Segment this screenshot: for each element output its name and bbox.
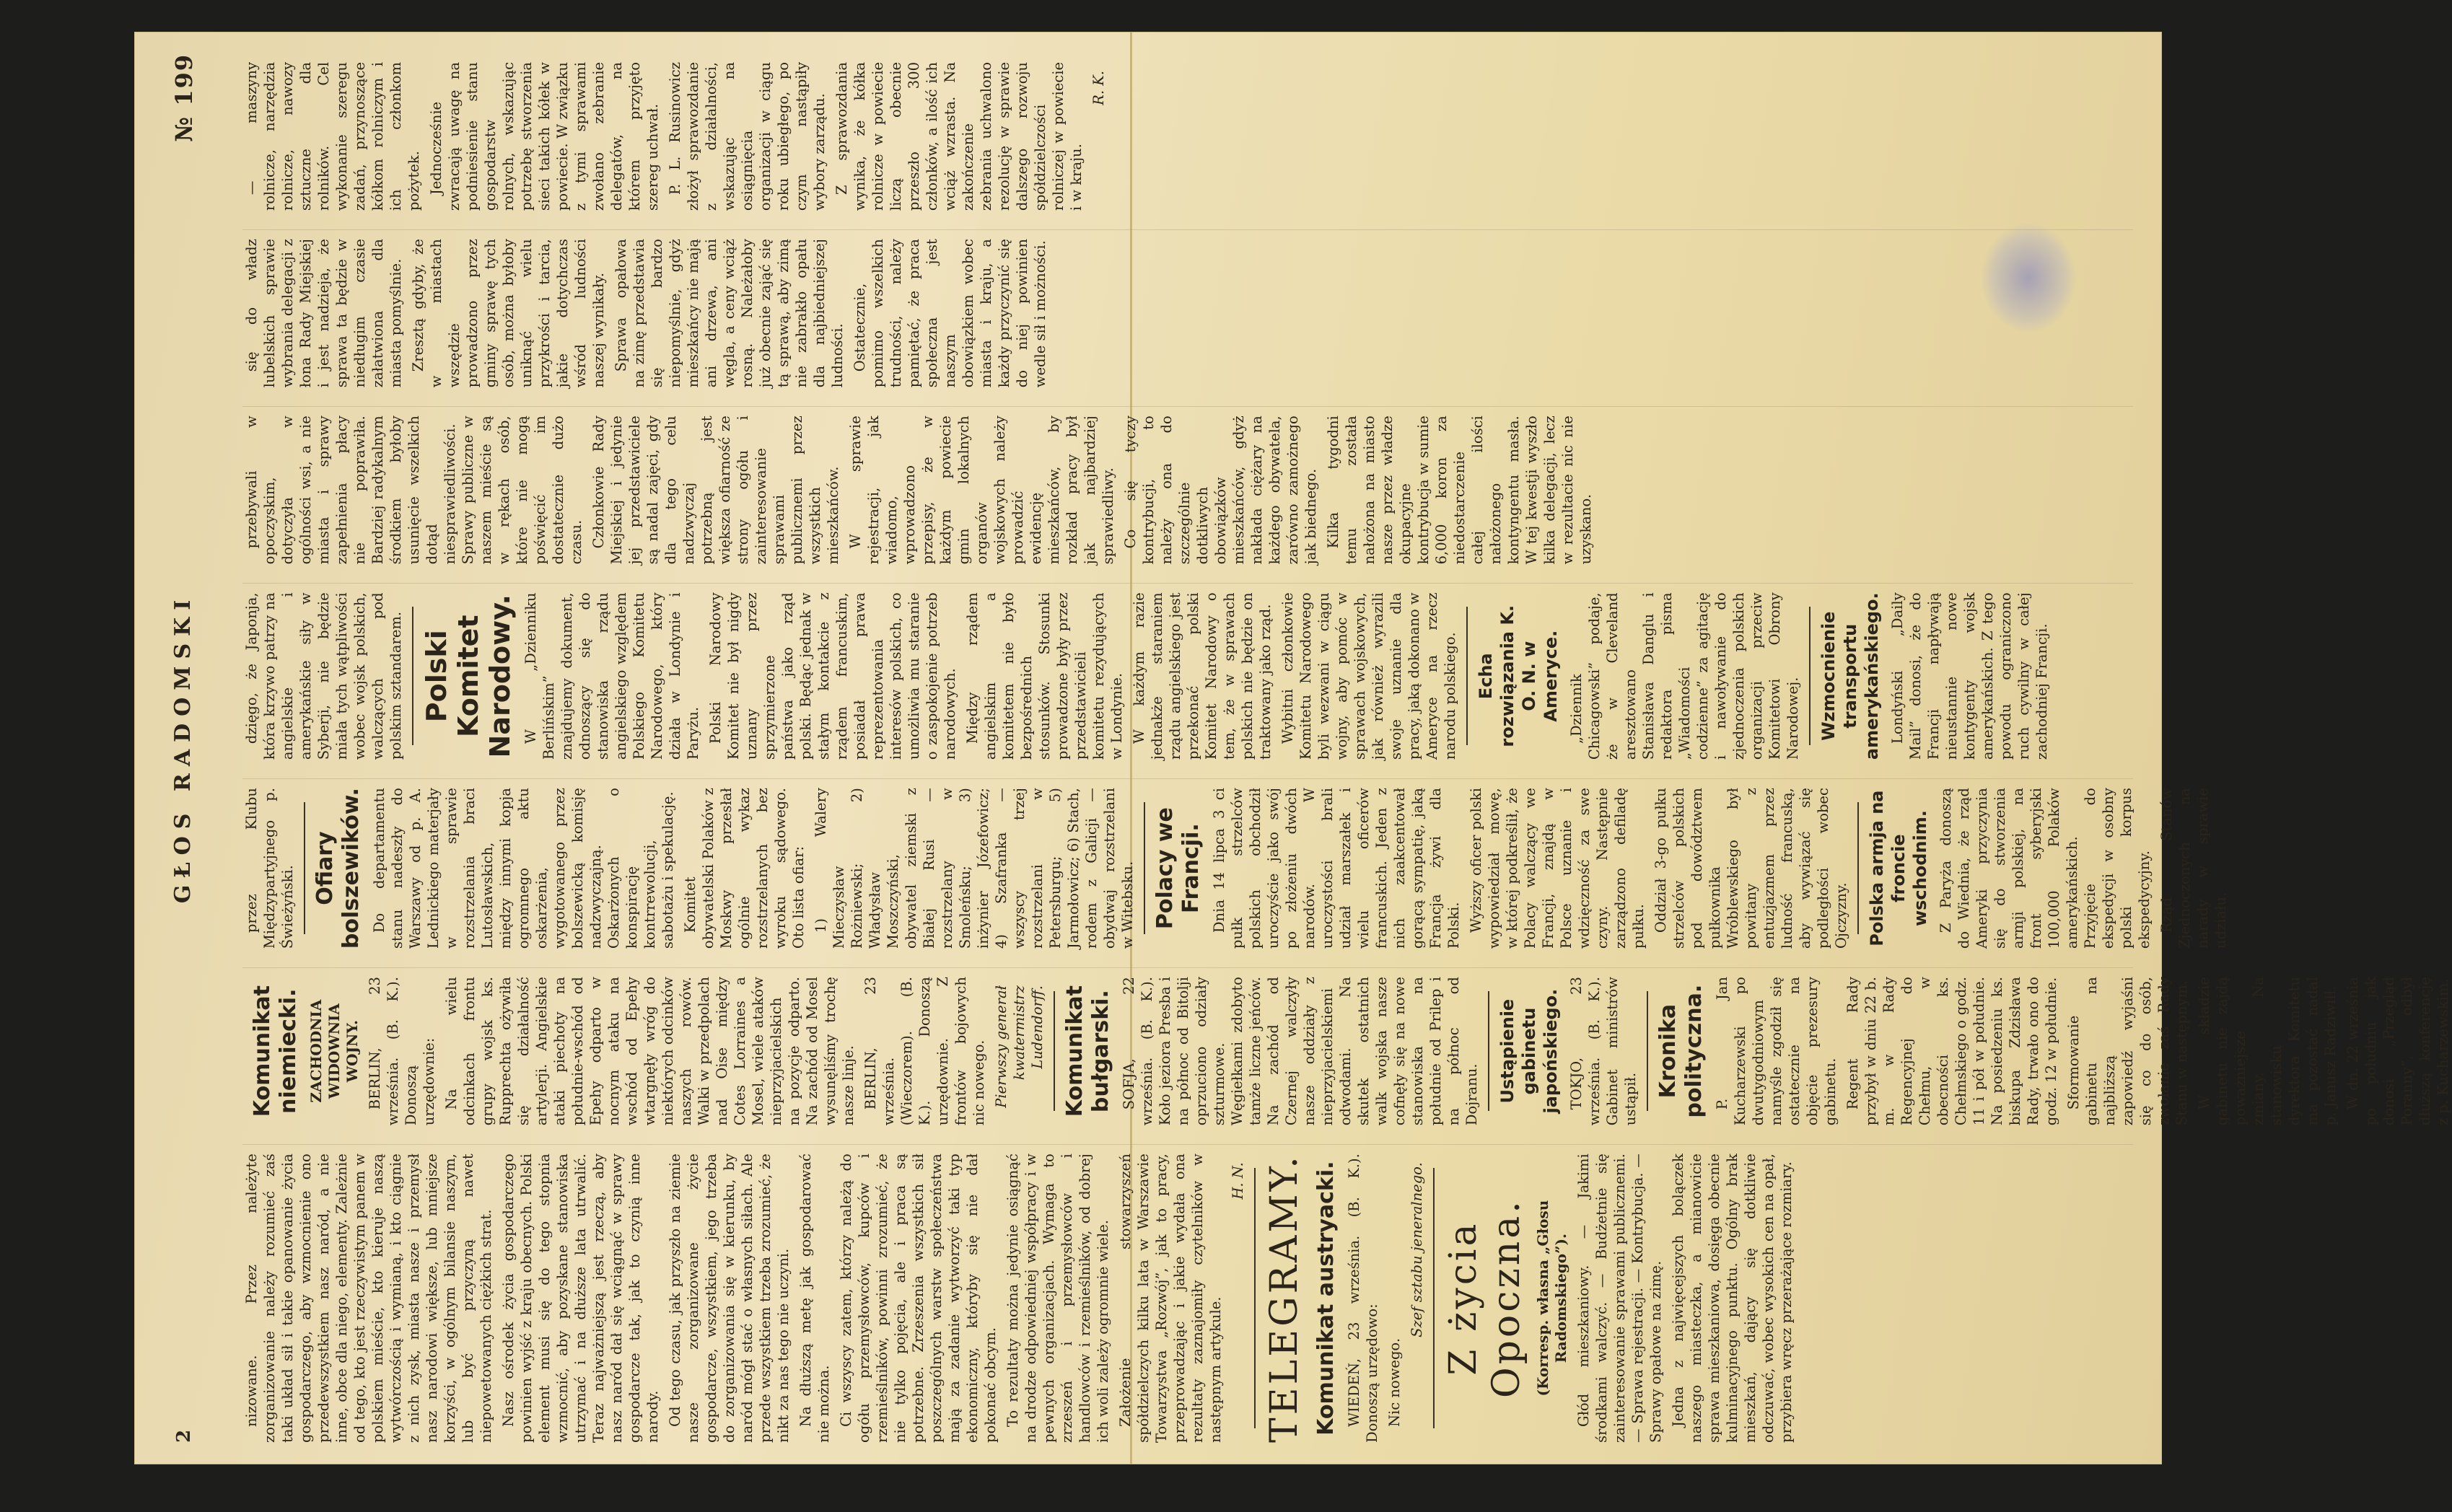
column-7 bbox=[242, 53, 2133, 211]
masthead bbox=[170, 53, 214, 1443]
column-2 bbox=[242, 967, 2451, 1126]
article-paragraph: Na wielu odcinkach frontu grupy wojsk ks. Rupprechta ożywiła się działalność artylerji. Angielskie ataki piechoty na południe-wschód od Epehy odparto w nocnym ataku na wschód od Epehy wtargnęły wróg do niektórych odcinków naszych rowów. Walki w przedpolach nad Oise między Cotes Lorraines a Mosel, wiele ataków nieprzyjacielskich na pozycje odparto. Na zachód od Mosel wysunęliśmy trochę nasze linje. bbox=[443, 977, 857, 1126]
article-paragraph: Polski Narodowy Komitet nie był nigdy uznany przez sprzymierzone państwa jako rząd polski. Będąc jednak w stałym kontakcie z rządem francuskim, posiadał prawa reprezentowania interesów polskich, co umożliwia mu staranie o zaspokojenie potrzeb narodowych. bbox=[707, 592, 958, 760]
article-paragraph: Z sprawozdania wynika, że kółka rolnicze w powiecie liczą obecnie przeszło 300 członków, a ilość ich wciąż wzrasta. Na zakończenie zebrania uchwalono rezolucję w sprawie dalszego rozwoju spółdzielczości rolniczej w powiecie i w kraju. bbox=[833, 62, 1085, 211]
article-headline: Ustąpienie gabinetu japońskiego. bbox=[1497, 988, 1561, 1114]
article-paragraph: Na dłuższą metę jak gospodarować nie można. bbox=[797, 1153, 832, 1443]
article-headline: Komunikat niemiecki. bbox=[250, 985, 301, 1117]
article-paragraph: To rezultaty można jedynie osiągnąć na drodze odpowiedniej współpracy i w pewnych organizacjach. Wymaga to zrzeszeń i przemysłowców i handlowców i rzemieślników, od dobrej ich woli zależy ogromnie wiele. bbox=[1004, 1153, 1111, 1443]
article-paragraph: nizowane. Przez należyte zorganizowanie należy rozumieć zaś taki układ sił i takie opanowanie życia gospodarczego, aby wzmocnienie ono przedewszystkiem nasz naród, a nie inne, obce dla niego, elementy. Zależnie od tego, kto jest rzeczywistym panem w polskiem mieście, kto kieruje naszą wytwórczością i wymianą, i kto ciągnie z nich zysk, miasta nasze i przemysł nasz narodowi większe, lub mniejsze korzyści, w ogólnym bilansie naszym, lub być przyczyną nawet niepowetowanych ciężkich strat. bbox=[243, 1153, 494, 1443]
article-paragraph: Co się tyczy kontrybucji, to należy ona do szczególnie dotkliwych obowiązków mieszkańców, gdyż nakłada ciężary na każdego obywatela, zarówno zamożnego jak biednego. bbox=[1122, 416, 1319, 565]
divider bbox=[1144, 802, 1145, 934]
article-headline: Polski Komitet Narodowy. bbox=[421, 594, 516, 758]
article-signature: R. K. bbox=[1090, 71, 1107, 105]
article-signature: Pierwszy generał kwatermistrz Ludendorff. bbox=[993, 985, 1046, 1108]
divider bbox=[1054, 991, 1055, 1111]
divider bbox=[304, 802, 305, 934]
article-paragraph: BERLIN, 23 września. (B. K.). Donoszą urzędownie: bbox=[367, 977, 437, 1126]
article-paragraph: — maszyny rolnicze, narzędzia rolnicze, nawozy sztuczne dla rolników. Cel wykonanie szeregu zadań, przynoszące kółkom rolniczym i ich członkom pożytek. bbox=[243, 62, 422, 211]
article-paragraph: Ostatecznie, pomimo wszelkich trudności, należy pamiętać, że praca społeczna jest naszym obowiązkiem wobec miasta i kraju, a każdy przyczynić się do niej powinien wedle sił i możności. bbox=[851, 239, 1048, 388]
column-4 bbox=[242, 583, 2133, 760]
article-paragraph: Londyński „Daily Mail” donosi, że do Francji napływają nieustannie nowe kontygenty wojsk amerykańskich. Z tego powodu ograniczono ruch cywilny w całej zachodniej Francji. bbox=[1889, 592, 2050, 760]
article-headline: Echa rozwiązania K. O. N. w Ameryce. bbox=[1476, 605, 1561, 747]
divider bbox=[1647, 991, 1648, 1111]
article-paragraph: Wyższy oficer polski wypowiedział mowę, w której podkreślił, że Polacy walczący we Francji, znajdą w Polsce uznanie i wdzięczność za swe czyny. Następnie zarządzono defiladę pułku. bbox=[1468, 788, 1647, 949]
article-paragraph: Oddział 3-go pułku strzelców polskich pod dowództwem pułkownika Wróblewskiego był powitany z entuzjazmem przez ludność francuską, aby wywiązać się podległości wobec Ojczyzny. bbox=[1652, 788, 1849, 949]
divider bbox=[1466, 607, 1468, 745]
article-paragraph: 1) Walery Mieczysław Rożniewski; 2) Władysław Moszczyński, obywatel ziemski z Białej Rusi — rozstrzelany w Smoleńsku; 3) inżynier Józefowicz; 4) Szafranka — wszyscy trzej rozstrzelani w Petersburgu; 5) Jarmołowicz; 6) Stach, rodem z Galicji — obydwaj rozstrzelani w Witebsku. bbox=[813, 788, 1136, 949]
divider bbox=[412, 607, 413, 745]
page-number: 2 bbox=[173, 1428, 195, 1443]
column-5 bbox=[242, 406, 2133, 564]
article-paragraph: W każdym razie jednakże staraniem rządu angielskiego jest przekonać polski Komitet Narodowy o tem, że w sprawach polskich nie będzie on traktowany jako rząd. bbox=[1131, 592, 1274, 760]
column-6 bbox=[242, 229, 2133, 387]
article-paragraph: W „Dzienniku Berlińskim” znajdujemy dokument, odnoszący się do stanowiska rządu angielskiego względem Polskiego Komitetu Narodowego, który działa w Londynie i Paryżu. bbox=[522, 592, 701, 760]
article-paragraph: Jedna z najwięcejszych bolączek naszego miasteczka, a mianowicie sprawa mieszkaniowa, dosięga obecnie kulminacyjnego punktu. Ogólny brak mieszkań, dający się dotkliwie odczuwać, wobec wysokich cen na opał, przybiera wręcz przerażające rozmiary. bbox=[1670, 1153, 1795, 1443]
divider bbox=[1254, 1168, 1256, 1428]
article-signature: Szef sztabu jeneralnego. bbox=[1409, 1162, 1425, 1337]
article-headline: TELEGRAMY. bbox=[1263, 1153, 1306, 1443]
article-subhead: ZACHODNIA WIDOWNIA WOJNY. bbox=[307, 999, 361, 1103]
article-paragraph: P. Jan Kucharzewski po dwutygodniowym namyśle zgodził się ostatecznie na objęcie prezesury gabinetu. bbox=[1714, 977, 1839, 1126]
rotated-page-content bbox=[134, 32, 2451, 1464]
article-paragraph: dzięgo, że Japonja, która krzywo patrzy na angielskie i amerykańskie siły w Syberji, nie będzie miała tych wątpliwości wobec wojsk polskich, walczących pod polskim sztandarem. bbox=[243, 592, 404, 760]
newspaper-content bbox=[134, 32, 2451, 1464]
divider bbox=[1857, 802, 1859, 934]
divider bbox=[1488, 991, 1489, 1111]
article-paragraph: przez Klubu Międzypartyjnego p. Świeżyński. bbox=[243, 788, 296, 949]
article-subhead: (Korresp. własna „Głosu Radomskiego”). bbox=[1534, 1200, 1569, 1397]
article-paragraph: Zresztą gdyby, że w miastach wszędzie prowadzono przez gminy sprawę tych osób, można byłoby uniknąć wielu przykrości i tarcia, jakie dotychczas wśród ludności naszej wynikały. bbox=[410, 239, 607, 388]
article-paragraph: się do władz lubelskich sprawie wybrania delegacji z łona Rady Miejskiej i jest nadzieja, że sprawa ta będzie w niedługim czasie załatwiona dla miasta pomyślnie. bbox=[243, 239, 404, 388]
article-headline: Komunikat bułgarski. bbox=[1062, 985, 1113, 1117]
article-paragraph: Kilka tygodni temu została nałożona na miasto nasze przez władze okupacyjne kontrybucja w sumie 6,000 koron za niedostarczenie całej ilości nałożonego kontyngentu masła. W tej kwestji wyszło kilka delegacji, lecz w rezultacie nic nie uzyskano. bbox=[1325, 416, 1594, 565]
article-paragraph: Nic nowego. bbox=[1386, 1337, 1403, 1427]
article-headline: Z życia Opoczna. bbox=[1442, 1198, 1528, 1398]
article-paragraph: TOKJO, 23 września. (B. K.). Gabinet ministrów ustąpił. bbox=[1568, 977, 1639, 1126]
article-paragraph: W składzie gabinetu nie zajdą poważniejsze zmiany. Na stanowisku dyrektora Komitetu ma pozostać nadal p. Janusz Radziwiłł. bbox=[2196, 977, 2339, 1126]
article-signature: H. N. bbox=[1230, 1162, 1246, 1200]
article-paragraph: WIEDEŃ, 23 września. (B. K.). Donoszą urzędowo: bbox=[1346, 1153, 1380, 1443]
column-1 bbox=[242, 1144, 2133, 1443]
article-paragraph: Sformowanie gabinetu na najbliższą zapowiedź wyjaśni się co do osób, zwołanie zaś Rady Stanu w następnym. bbox=[2065, 977, 2190, 1126]
article-paragraph: Z Paryża donoszą do Wiednia, że rząd Ameryki przyczynia się do stworzenia armji polskiej, na front syberyjski 100,000 Polaków amerykańskich. Przyjęcie do ekspedycji w osobny polski korpus ekspedycyjny. bbox=[1937, 788, 2153, 949]
article-paragraph: Do departamentu stanu nadeszły do Warszawy od p. A. Lednickiego materjały w sprawie rozstrzelania braci Lutosławskich, między innymi kopja ogromnego aktu oskarżenia, wygotowanego przez bolszewicką komisję nadzwyczajną. Oskarżonych o konspirację kontrrewolucji, sabotażu i spekulację. bbox=[371, 788, 676, 949]
issue-number: № 199 bbox=[170, 53, 198, 142]
article-paragraph: „Dziennik Chicagowski” podaje, że w Cleveland aresztowano Stanisława Danglu i redaktora pisma „Wiadomości codzienne” za agitację i nawoływanie do zjednoczenia polskich organizacji przeciw Komitetowi Obrony Narodowej. bbox=[1568, 592, 1801, 760]
article-paragraph: W sprawie rejestracji, jak wiadomo, wprowadzono przepisy, że w każdym powiecie gmin lokalnych organów wojskowych należy prowadzić ewidencję mieszkańców, by rozkład pracy był jak najbardziej sprawiedliwy. bbox=[847, 416, 1116, 565]
article-paragraph: SOFJA, 22 września. (B. K.). Koło jeziora Presba i na północ od Bitolji oprzuciono odziały szturmowe. Węgiełkami zdobyto tamże liczne jeńców. Na zachód od Czernej walczyły nasze oddziały z nieprzyjacielskiemi odwodami. Na skutek ostatnich walk wojska nasze cofnęły się na nowe stanowiska na południe od Prilep i na północ od Dojranu. bbox=[1121, 977, 1480, 1126]
article-headline: Wzmocnienie transportu amerykańskiego. bbox=[1818, 592, 1882, 760]
article-headline: Komunikat austryacki. bbox=[1313, 1161, 1339, 1436]
article-paragraph: BERLIN, 23 września. (Wieczorem). (B. K.). Donoszą urzędownie. Z frontów bojowych nic nowego. bbox=[862, 977, 987, 1126]
article-paragraph: Sprawa opałowa na zimę przedstawia się bardzo niepomyślnie, gdyż mieszkańcy nie mają ani drzewa, ani węgla, a ceny wciąż rosną. Należałoby już obecnie zająć się tą sprawą, aby zimą nie zabrakło opału dla najbiedniejszej ludności. bbox=[613, 239, 846, 388]
article-paragraph: Wybitni członkowie Komitetu Narodowego byli wezwani w ciągu wojny, aby pomóc w sprawach wojskowych, jak również wyrazili swoje uznanie dla pracy, jaką dokonano w Ameryce na rzecz narodu polskiego. bbox=[1279, 592, 1458, 760]
divider bbox=[1809, 607, 1810, 745]
article-paragraph: Głód mieszkaniowy. — Jakimi środkami walczyć. — Budżetnie się zainteresowanie sprawami publicznemi. — Sprawa rejestracji. — Kontrybucja. — Sprawy opałowe na zimę. bbox=[1575, 1153, 1664, 1443]
article-columns bbox=[242, 53, 2451, 1443]
article-paragraph: P. L. Rusinowicz złożył sprawozdanie z działalności, wskazując na osiągnięcia organizacji w ciągu roku ubiegłego, po czym nastąpiły wybory zarządu. bbox=[667, 62, 828, 211]
divider bbox=[1433, 1168, 1435, 1428]
article-headline: Kronika polityczna. bbox=[1655, 984, 1707, 1118]
article-paragraph: Nasz ośrodek życia gospodarczego powinien wyjść z kraju obecnych. Polski element musi się do tego stopnia wzmocnić, aby pozyskane stanowiska utrzymać i na dłuższe lata utrwalić. Teraz najważniejszą jest rzeczą, aby nasz naród dał się wciągnąć w sprawy gospodarcze tak, jak to czynią inne narody. bbox=[500, 1153, 661, 1443]
article-paragraph: Regent Rady przybył w dniu 22 b. m. w Rady Regencyjnej do Chełmu, w obecności ks. Chełmskiego o godz. 11 i pół w południe. Na posiedzeniu ks. biskupa Zdzisława Rady, trwało ono do godz. 12 w południe. bbox=[1844, 977, 2059, 1126]
library-stamp bbox=[1982, 224, 2075, 332]
article-paragraph: Członkowie Rady Miejskiej i jedynie jej przedstawiciele są nadal zajęci, gdy dla tego celu nadzwyczaj potrzebną jest większa ofiarność ze strony ogółu i zainteresowanie sprawami publicznemi przez wszystkich mieszkańców. bbox=[590, 416, 841, 565]
article-paragraph: Komitet obywatelski Polaków z Moskwy przesłał ogólnie wykaz rozstrzelanych bez wyroku sądowego. Oto lista ofiar: bbox=[682, 788, 807, 949]
article-paragraph: Jednocześnie zwracają uwagę na podniesienie stanu gospodarstw rolnych, wskazując potrzebę stworzenia sieci takich kółek w powiecie. W związku z tymi sprawami zwołano zebranie delegatów, na którem przyjęto szereg uchwał. bbox=[428, 62, 661, 211]
article-headline: Polacy we Francji. bbox=[1152, 807, 1204, 930]
article-paragraph: przebywali w opoczyskim, dotyczyła w ogólności wsi, a nie miasta i sprawy zapełnienia płacy nie poprawiła. Bardziej radykalnym środkiem byłoby usunięcie wszelkich dotąd niesprawiedliwości. Sprawy publiczne w naszem mieście są w rękach osób, które nie mogą poświęcić im dostatecznie dużo czasu. bbox=[243, 416, 584, 565]
article-headline: Polska armja na froncie wschodnim. bbox=[1867, 790, 1930, 946]
article-paragraph: Założenie stowarzyszeń spółdzielczych kilku lata w Warszawie Towarzystwa „Rozwój”, jak to pracy, przeprowadzając i jakie wydała ona rezultaty zaznajomiły czytelników w następnym artykule. bbox=[1117, 1153, 1224, 1443]
article-headline: Ofiary bolszewików. bbox=[312, 788, 364, 949]
article-paragraph: W dn. 22 września po południu jak donosi „Przegląd Poranny”, odbył dłuższą konferencję z p. Kucharzewskim. bbox=[2344, 977, 2451, 1126]
column-3 bbox=[242, 778, 2229, 949]
article-paragraph: Rząd Stanów Zjednoczonych na narady w sprawie udziału. bbox=[2158, 788, 2229, 949]
article-paragraph: Od tego czasu, jak przyszło na ziemie nasze zorganizowane życie gospodarcze, wszystkiem, jego trzeba do zorganizowania się w kierunku, by naród mógł stać o własnych siłach. Ale przede wszystkiem trzeba zrozumieć, że nikt za nas tego nie uczyni. bbox=[667, 1153, 792, 1443]
article-paragraph: Między rządem angielskim a komitetem nie było bezpośrednich stosunków. Stosunki prowadzone były przez przedstawicieli komitetu rezydujących w Londynie. bbox=[964, 592, 1125, 760]
article-paragraph: Dnia 14 lipca 3 ci pułk strzelców polskich obchodził uroczyście jako swój po złożeniu dwóch narodów. W uroczystości brali udział marszałek i wielu oficerów francuskich. Jeden z nich zaakcentował gorącą sympatię, jaką Francja żywi dla Polski. bbox=[1211, 788, 1462, 949]
newspaper-title: GŁOS RADOMSKI bbox=[170, 592, 196, 904]
article-paragraph: Ci wszyscy zatem, którzy należą do ogółu przemysłowców, kupców i rzemieślników, powinni zrozumieć, że nie tylko pojęcia, ale i praca są potrzebne. Zrzeszenia wszystkich sił poszczególnych warstw społeczeństwa mają za zadanie wytworzyć taki typ ekonomiczny, któryby się nie dał pokonać obcym. bbox=[838, 1153, 999, 1443]
